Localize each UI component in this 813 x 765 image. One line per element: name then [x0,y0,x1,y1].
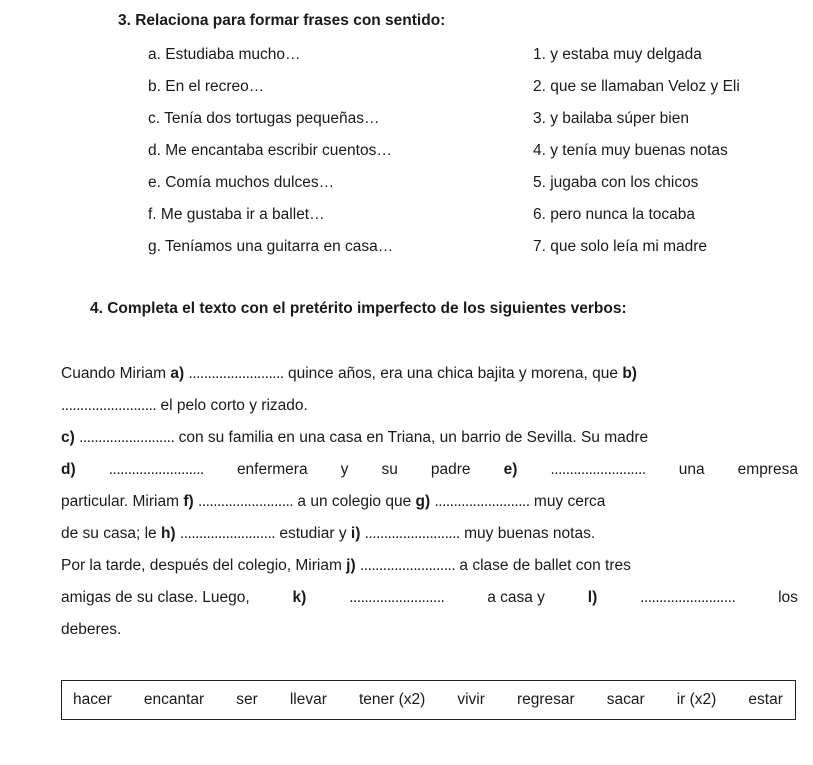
verb-item: regresar [516,691,575,708]
blank-label-c: c) [61,429,75,446]
text-segment: muy buenas notas. [459,525,596,542]
paragraph-line-1 [61,364,798,384]
match-right-1: 1. y estaba muy delgada [533,46,702,63]
text-segment: estudiar y [275,525,351,542]
text-segment: enfermera [236,461,308,478]
paragraph-line-3 [61,428,798,448]
blank-d[interactable]: ......................... [108,461,204,478]
text-segment: amigas de su clase. Luego, [61,589,250,606]
text-segment: de su casa; le [61,525,161,542]
verb-item: sacar [606,691,645,708]
exercise-3-title: 3. Relaciona para formar frases con sentido: [118,12,446,29]
blank-f[interactable]: ......................... [197,493,294,510]
verb-item: ser [236,691,258,708]
paragraph-line-8 [61,588,798,608]
blank-label-b: b) [622,365,637,382]
blank-label-l: l) [587,589,598,606]
exercise-4-title: 4. Completa el texto con el pretérito imperfecto de los siguientes verbos: [90,300,627,317]
blank-label-g: g) [415,493,431,510]
text-segment: quince años, era una chica bajita y morena, que [283,365,623,382]
blank-j[interactable]: ......................... [359,557,456,574]
text-segment: a clase de ballet con tres [455,557,631,574]
match-left-d: d. Me encantaba escribir cuentos… [148,142,392,159]
blank-b[interactable]: ......................... [61,397,157,414]
verb-item: estar [748,691,783,708]
verb-item: ir (x2) [676,691,717,708]
match-right-4: 4. y tenía muy buenas notas [533,142,728,159]
verb-item: llevar [289,691,327,708]
blank-label-i: i) [350,525,361,542]
text-segment: el pelo corto y rizado. [156,397,308,414]
match-left-b: b. En el recreo… [148,78,265,95]
blank-label-j: j) [346,557,356,574]
verb-item: hacer [73,691,112,708]
blank-label-d: d) [61,461,76,478]
text-segment: y [340,461,349,478]
blank-g[interactable]: ......................... [434,493,530,510]
text-segment: deberes. [61,621,122,638]
verb-item: encantar [143,691,205,708]
blank-label-a: a) [170,365,185,382]
text-segment: padre [430,461,471,478]
paragraph-line-2 [61,396,798,416]
blank-l[interactable]: ......................... [640,589,736,606]
blank-h[interactable]: ......................... [179,525,276,542]
match-left-c: c. Tenía dos tortugas pequeñas… [148,110,380,127]
blank-c[interactable]: ......................... [79,429,175,446]
verb-bank-box [61,680,796,720]
text-segment: a casa y [487,589,545,606]
paragraph-line-5 [61,492,798,512]
text-segment: a un colegio que [293,493,416,510]
match-left-f: f. Me gustaba ir a ballet… [148,206,325,223]
match-right-6: 6. pero nunca la tocaba [533,206,696,223]
text-segment: Por la tarde, después del colegio, Miriam [61,557,347,574]
blank-i[interactable]: ......................... [364,525,460,542]
match-right-7: 7. que solo leía mi madre [533,238,708,255]
text-segment: una [678,461,705,478]
blank-label-f: f) [183,493,194,510]
match-left-e: e. Comía muchos dulces… [148,174,335,191]
blank-a[interactable]: ......................... [188,365,284,382]
match-left-a: a. Estudiaba mucho… [148,46,301,63]
text-segment: Cuando Miriam [61,365,171,382]
match-right-2: 2. que se llamaban Veloz y Eli [533,78,740,95]
text-segment: empresa [737,461,798,478]
blank-e[interactable]: ......................... [550,461,646,478]
text-segment: con su familia en una casa en Triana, un barrio de Sevilla. Su madre [174,429,649,446]
match-right-5: 5. jugaba con los chicos [533,174,699,191]
text-segment: muy cerca [529,493,606,510]
match-left-g: g. Teníamos una guitarra en casa… [148,238,394,255]
verb-item: tener (x2) [358,691,426,708]
paragraph-line-7 [61,556,798,576]
match-right-3: 3. y bailaba súper bien [533,110,689,127]
text-segment: particular. Miriam [61,493,184,510]
blank-label-k: k) [292,589,307,606]
verb-item: vivir [457,691,485,708]
text-segment: su [381,461,398,478]
blank-label-e: e) [503,461,518,478]
text-segment: los [778,589,798,606]
paragraph-line-6 [61,524,798,544]
blank-k[interactable]: ......................... [349,589,445,606]
paragraph-line-4 [61,460,798,480]
blank-label-h: h) [160,525,176,542]
paragraph-line-9 [61,620,798,640]
